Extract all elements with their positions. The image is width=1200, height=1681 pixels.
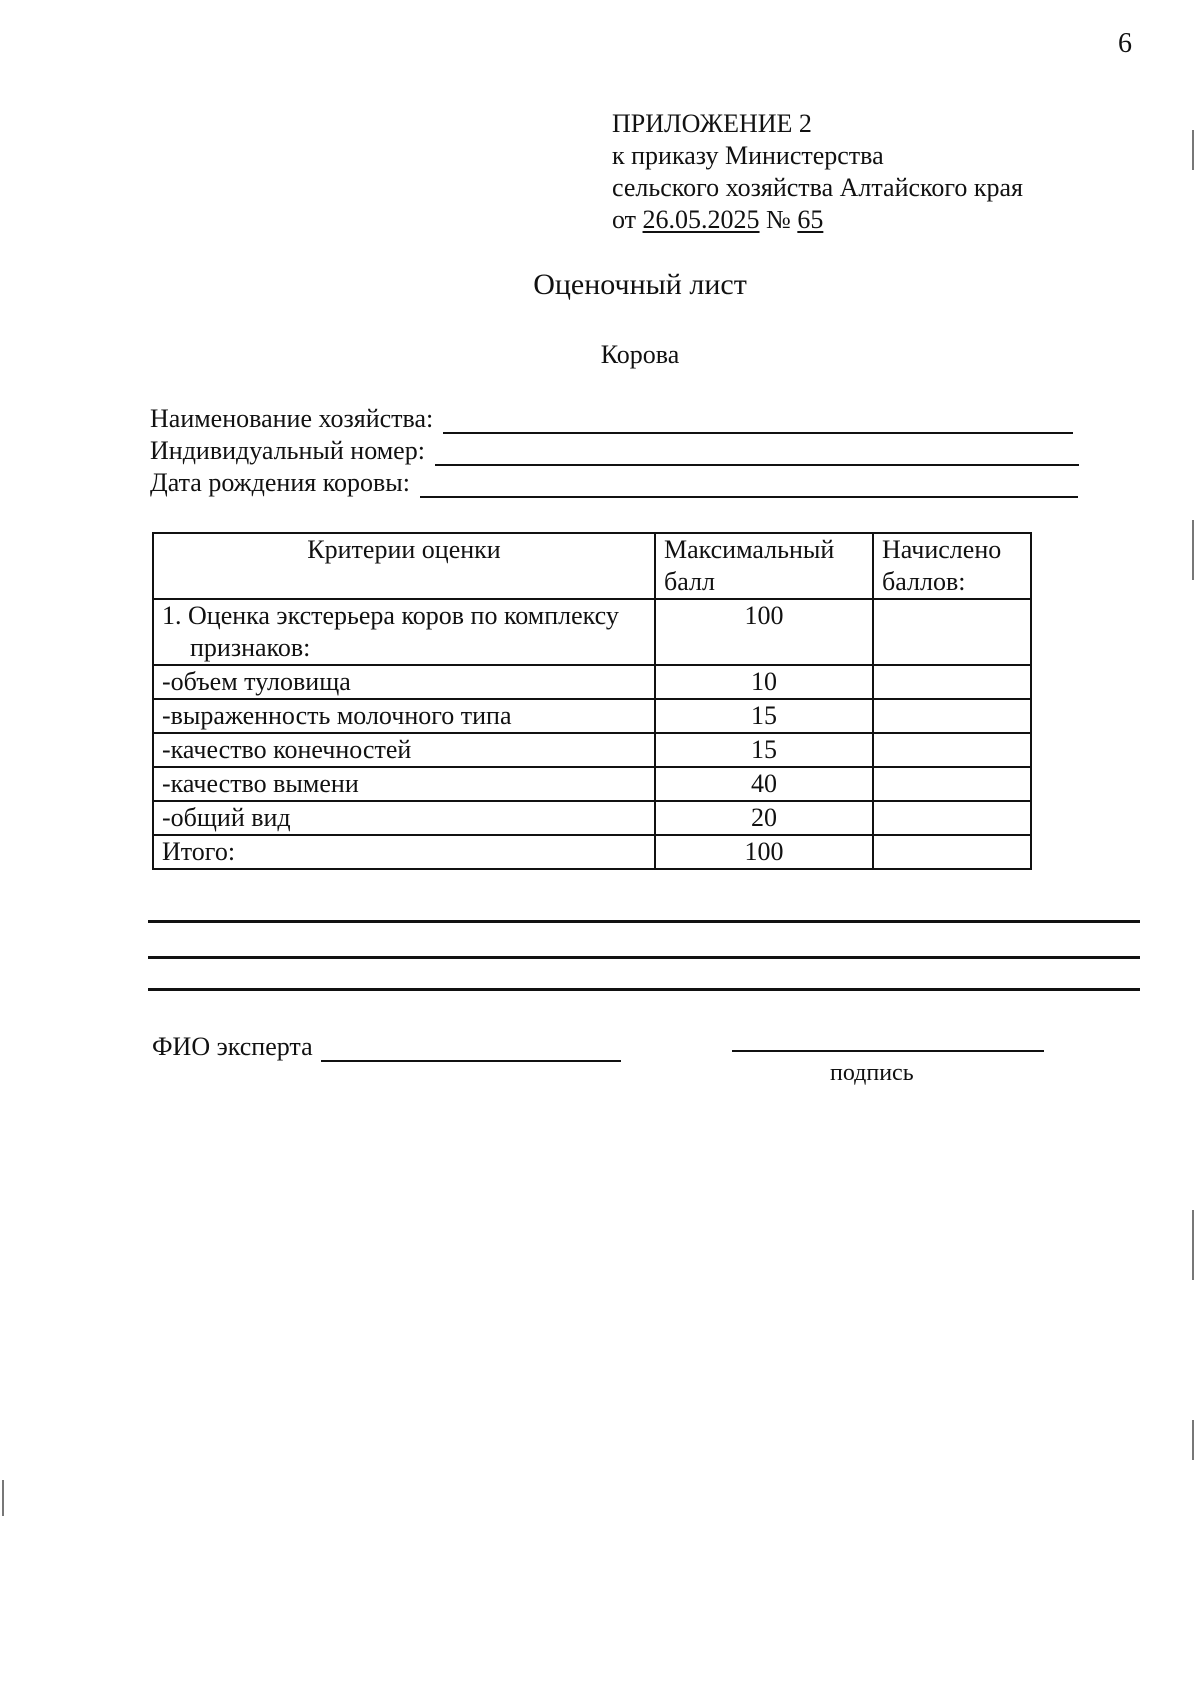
expert-name-label: ФИО эксперта bbox=[152, 1032, 313, 1061]
expert-name-blank[interactable] bbox=[321, 1036, 621, 1062]
table-row bbox=[153, 767, 1031, 801]
table-header-row bbox=[153, 533, 1031, 599]
farm-name-label: Наименование хозяйства: bbox=[150, 404, 434, 433]
appendix-date-line bbox=[612, 204, 1023, 236]
birth-date-blank[interactable] bbox=[420, 472, 1078, 498]
row-max: 20 bbox=[655, 801, 873, 835]
table-row bbox=[153, 733, 1031, 767]
row-awarded[interactable] bbox=[873, 801, 1031, 835]
header-awarded: Начислено баллов: bbox=[873, 533, 1031, 599]
row-max: 40 bbox=[655, 767, 873, 801]
scan-artifact bbox=[1192, 520, 1194, 580]
row-criteria: 1. Оценка экстерьера коров по комплексу признаков: bbox=[153, 599, 655, 665]
expert-name-field[interactable] bbox=[152, 1032, 621, 1062]
table-row bbox=[153, 699, 1031, 733]
row-criteria: -качество конечностей bbox=[153, 733, 655, 767]
birth-date-label: Дата рождения коровы: bbox=[150, 468, 410, 497]
row-awarded[interactable] bbox=[873, 767, 1031, 801]
row-max: 15 bbox=[655, 699, 873, 733]
notes-line[interactable] bbox=[148, 988, 1140, 991]
row-awarded[interactable] bbox=[873, 665, 1031, 699]
document-title: Оценочный лист bbox=[533, 268, 747, 301]
individual-number-field[interactable] bbox=[150, 436, 1079, 466]
row-criteria: -выраженность молочного типа bbox=[153, 699, 655, 733]
header-criteria: Критерии оценки bbox=[153, 533, 655, 599]
table-row bbox=[153, 801, 1031, 835]
farm-name-field[interactable] bbox=[150, 404, 1073, 434]
date-prefix: от bbox=[612, 205, 637, 234]
individual-number-blank[interactable] bbox=[435, 440, 1079, 466]
total-max: 100 bbox=[655, 835, 873, 869]
signature-line[interactable] bbox=[732, 1050, 1044, 1052]
notes-line[interactable] bbox=[148, 956, 1140, 959]
appendix-title: ПРИЛОЖЕНИЕ 2 bbox=[612, 109, 812, 138]
appendix-ministry-line: сельского хозяйства Алтайского края bbox=[612, 173, 1024, 202]
row-max: 100 bbox=[655, 599, 873, 665]
row-max: 15 bbox=[655, 733, 873, 767]
document-subtitle: Корова bbox=[600, 340, 680, 369]
table-row bbox=[153, 665, 1031, 699]
row-criteria: -общий вид bbox=[153, 801, 655, 835]
scan-artifact bbox=[2, 1480, 4, 1516]
notes-line[interactable] bbox=[148, 920, 1140, 923]
order-date: 26.05.2025 bbox=[642, 205, 760, 234]
criteria-table bbox=[152, 532, 1032, 870]
birth-date-field[interactable] bbox=[150, 468, 1078, 498]
scan-artifact bbox=[1192, 1420, 1194, 1460]
appendix-order-line: к приказу Министерства bbox=[612, 141, 884, 170]
individual-number-label: Индивидуальный номер: bbox=[150, 436, 425, 465]
header-max-score: Максимальный балл bbox=[655, 533, 873, 599]
row-awarded[interactable] bbox=[873, 733, 1031, 767]
row-max: 10 bbox=[655, 665, 873, 699]
row-awarded[interactable] bbox=[873, 599, 1031, 665]
farm-name-blank[interactable] bbox=[443, 408, 1073, 434]
signature-label: подпись bbox=[830, 1060, 914, 1086]
row-awarded[interactable] bbox=[873, 699, 1031, 733]
order-number: 65 bbox=[797, 205, 824, 234]
number-prefix: № bbox=[766, 205, 791, 234]
scan-artifact bbox=[1192, 1210, 1194, 1280]
scan-artifact bbox=[1192, 130, 1194, 170]
table-total-row bbox=[153, 835, 1031, 869]
row-criteria: -качество вымени bbox=[153, 767, 655, 801]
row-criteria: -объем туловища bbox=[153, 665, 655, 699]
total-awarded[interactable] bbox=[873, 835, 1031, 869]
appendix-header bbox=[612, 108, 1023, 236]
page-number: 6 bbox=[1118, 28, 1132, 59]
table-row bbox=[153, 599, 1031, 665]
total-label: Итого: bbox=[153, 835, 655, 869]
